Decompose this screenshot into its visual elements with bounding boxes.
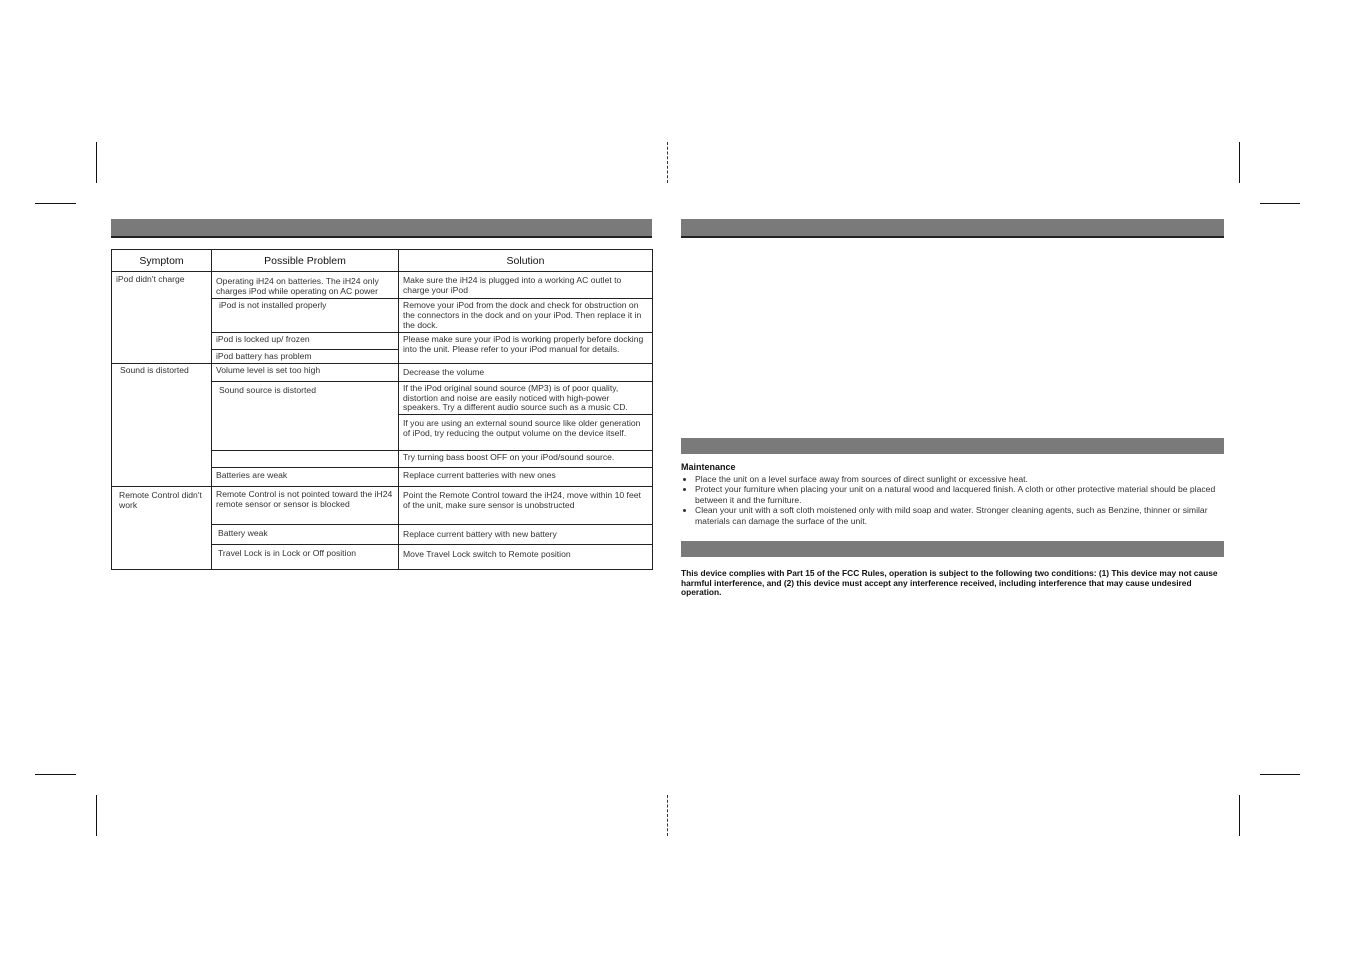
table-row xyxy=(112,272,653,299)
solution-cell: Try turning bass boost OFF on your iPod/sound source. xyxy=(399,451,653,468)
solution-cell: Replace current batteries with new ones xyxy=(399,468,653,487)
symptom-cell: Sound is distorted xyxy=(112,363,212,487)
problem-cell: iPod battery has problem xyxy=(212,349,399,363)
crop-mark xyxy=(1260,774,1300,775)
problem-cell: Travel Lock is in Lock or Off position xyxy=(212,545,399,570)
table-header-row xyxy=(112,250,653,272)
solution-cell: Replace current battery with new battery xyxy=(399,525,653,545)
fcc-statement: This device complies with Part 15 of the FCC Rules, operation is subject to the following two conditions: (1) This device may not cause harmful interference, and (2) this device must accept any interference received, including interference that may cause undesired operation. xyxy=(681,568,1218,598)
solution-cell: Move Travel Lock switch to Remote position xyxy=(399,545,653,570)
crop-mark xyxy=(1260,203,1300,204)
solution-cell: Please make sure your iPod is working properly before docking into the unit. Please refer to your iPod manual for details. xyxy=(399,332,653,363)
table-row xyxy=(112,363,653,381)
solution-cell: If you are using an external sound source like older generation of iPod, try reducing the output volume on the device itself. xyxy=(399,415,653,451)
troubleshooting-table xyxy=(111,249,653,570)
crop-mark xyxy=(96,142,97,183)
symptom-cell: Remote Control didn't work xyxy=(112,487,212,570)
fold-mark xyxy=(667,142,668,183)
solution-cell: If the iPod original sound source (MP3) is of poor quality, distortion and noise are easily noticed with high-power speakers. Try a different audio source such as a music CD. xyxy=(399,381,653,415)
list-item: • Place the unit on a level surface away from sources of direct sunlight or excessive heat. xyxy=(695,474,1224,484)
crop-mark xyxy=(35,203,76,204)
troubleshooting-header-bar xyxy=(111,219,652,238)
solution-cell: Point the Remote Control toward the iH24, move within 10 feet of the unit, make sure sensor is unobstructed xyxy=(399,487,653,525)
problem-cell: Batteries are weak xyxy=(212,468,399,487)
problem-cell: Sound source is distorted xyxy=(212,381,399,451)
table-row xyxy=(112,487,653,525)
solution-header: Solution xyxy=(399,250,653,272)
fcc-header-bar xyxy=(681,541,1224,557)
list-item: • Clean your unit with a soft cloth moistened only with mild soap and water. Stronger cleaning agents, such as Benzine, thinner or similar materials can damage the surface of the unit. xyxy=(695,505,1224,526)
maintenance-heading: Maintenance xyxy=(681,462,736,472)
problem-cell: Volume level is set too high xyxy=(212,363,399,381)
maintenance-section xyxy=(681,462,1224,526)
fold-mark xyxy=(667,795,668,836)
problem-cell: Operating iH24 on batteries. The iH24 only charges iPod while operating on AC power xyxy=(212,272,399,299)
crop-mark xyxy=(1239,142,1240,183)
problem-cell: iPod is locked up/ frozen xyxy=(212,332,399,349)
symptom-cell: iPod didn't charge xyxy=(112,272,212,364)
solution-cell: Make sure the iH24 is plugged into a working AC outlet to charge your iPod xyxy=(399,272,653,299)
solution-cell: Decrease the volume xyxy=(399,363,653,381)
problem-cell: Remote Control is not pointed toward the iH24 remote sensor or sensor is blocked xyxy=(212,487,399,525)
crop-mark xyxy=(35,774,76,775)
problem-header: Possible Problem xyxy=(212,250,399,272)
list-item: • Protect your furniture when placing your unit on a natural wood and lacquered finish. A cloth or other protective material should be placed between it and the furniture. xyxy=(695,484,1224,505)
crop-mark xyxy=(96,795,97,836)
solution-cell: Remove your iPod from the dock and check for obstruction on the connectors in the dock and on your iPod. Then replace it in the dock. xyxy=(399,299,653,333)
maintenance-list xyxy=(681,474,1224,526)
right-header-bar xyxy=(681,219,1224,238)
symptom-header: Symptom xyxy=(112,250,212,272)
problem-cell: Battery weak xyxy=(212,525,399,545)
crop-mark xyxy=(1239,795,1240,836)
problem-cell: iPod is not installed properly xyxy=(212,299,399,333)
problem-cell xyxy=(212,451,399,468)
maintenance-header-bar xyxy=(681,438,1224,454)
